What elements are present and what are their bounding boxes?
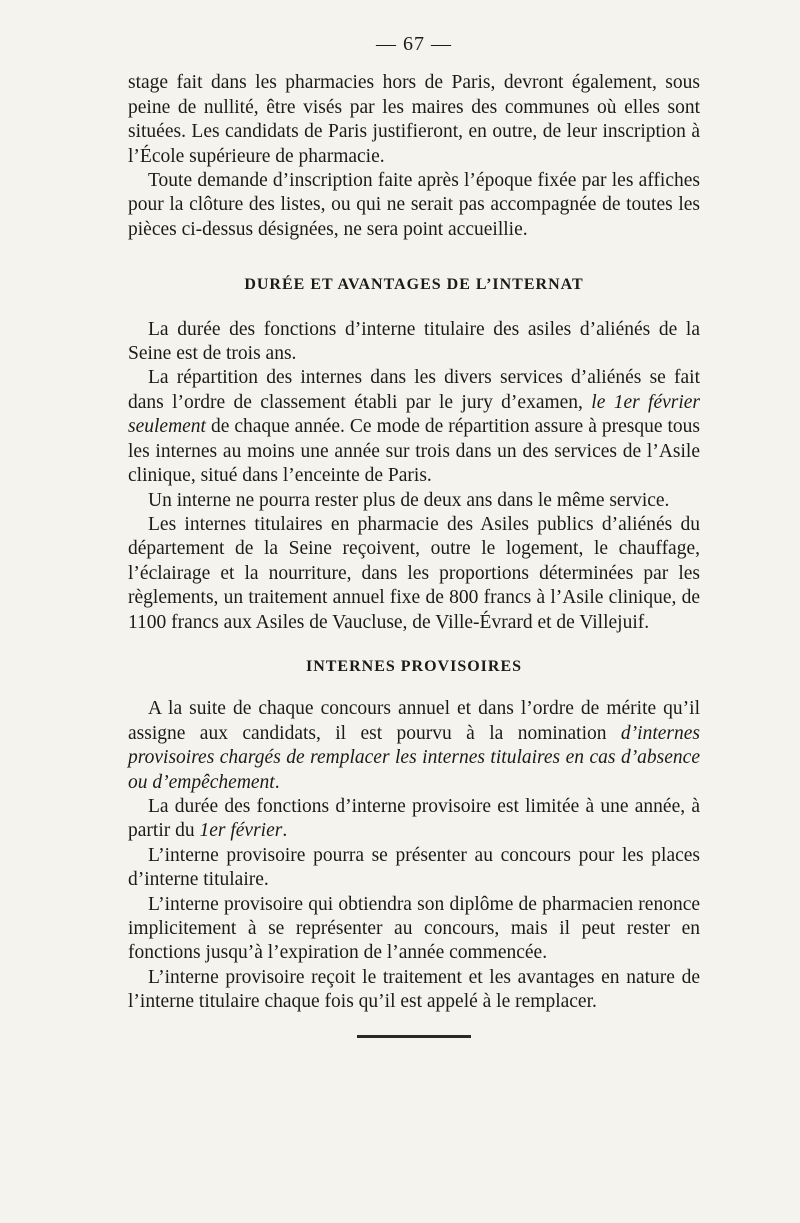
paragraph: L’interne provisoire reçoit le traitement et les avantages en nature de l’interne titulaire chaque fois qu’il est appelé à le remplacer. xyxy=(128,966,700,1013)
paragraph-text: A la suite de chaque concours annuel et dans l’ordre de mérite qu’il assigne aux candidats, il est pourvu à la nomination xyxy=(128,698,700,744)
italic-emphasis: 1er février xyxy=(199,820,283,842)
document-page xyxy=(128,32,700,1038)
italic-emphasis: d’internes provisoires chargés de remplacer les internes titulaires en cas d’absence ou d’empêchement xyxy=(128,722,700,793)
paragraph xyxy=(128,795,700,844)
paragraph: Un interne ne pourra rester plus de deux ans dans le même service. xyxy=(148,489,670,511)
paragraph: L’interne provisoire pourra se présenter au concours pour les places d’interne titulaire. xyxy=(128,844,700,891)
closing-rule xyxy=(357,1035,471,1038)
paragraph-text: La durée des fonctions d’interne provisoire est limitée à une année, à partir du xyxy=(128,795,700,842)
paragraph: L’interne provisoire qui obtiendra son diplôme de pharmacien renonce implicitement à se représenter au concours, mais il peut rester en fonctions jusqu’à l’expiration de l’année commencée. xyxy=(128,893,700,964)
italic-emphasis: le 1er février seulement xyxy=(128,391,701,438)
paragraph: La durée des fonctions d’interne titulaire des asiles d’aliénés de la Seine est de trois ans. xyxy=(128,318,700,365)
intro-paragraph-continued: stage fait dans les pharmacies hors de Paris, devront également, sous peine de nullité, être visés par les maires des communes où elles sont situées. Les candidats de Paris justifieront, en outre, de leur inscription à l’École supérieure de pharmacie. xyxy=(128,72,700,167)
paragraph-text: La répartition des internes dans les divers services d’aliénés se fait dans l’ordre de classement établi par le jury d’examen, xyxy=(128,367,700,413)
paragraph xyxy=(128,366,700,488)
paragraph xyxy=(128,697,700,795)
paragraph-text: de chaque année. Ce mode de répartition assure à presque tous les internes au moins une année sur trois dans un des services de l’Asile clinique, situé dans l’enceinte de Paris. xyxy=(128,416,700,487)
paragraph: Les internes titulaires en pharmacie des Asiles publics d’aliénés du département de la Seine reçoivent, outre le logement, le chauffage, l’éclairage et la nourriture, dans les proportions déterminées par les règlements, un traitement annuel fixe de 800 francs à l’Asile clinique, de 1100 francs aux Asiles de Vaucluse, de Ville-Évrard et de Villejuif. xyxy=(128,513,700,633)
section-internes-provisoires xyxy=(128,655,700,1015)
paragraph-text: . xyxy=(282,820,288,842)
section-heading: DURÉE ET AVANTAGES DE L’INTERNAT xyxy=(244,276,584,294)
paragraph-text: . xyxy=(274,771,280,793)
page-number: — 67 — xyxy=(376,33,452,55)
section-duree-avantages xyxy=(128,273,700,635)
section-heading: INTERNES PROVISOIRES xyxy=(305,657,523,675)
intro-paragraph: Toute demande d’inscription faite après l’époque fixée par les affiches pour la clôture des listes, ou qui ne serait pas accompagnée de toutes les pièces ci-dessus désignées, ne sera point accueillie. xyxy=(128,170,700,240)
